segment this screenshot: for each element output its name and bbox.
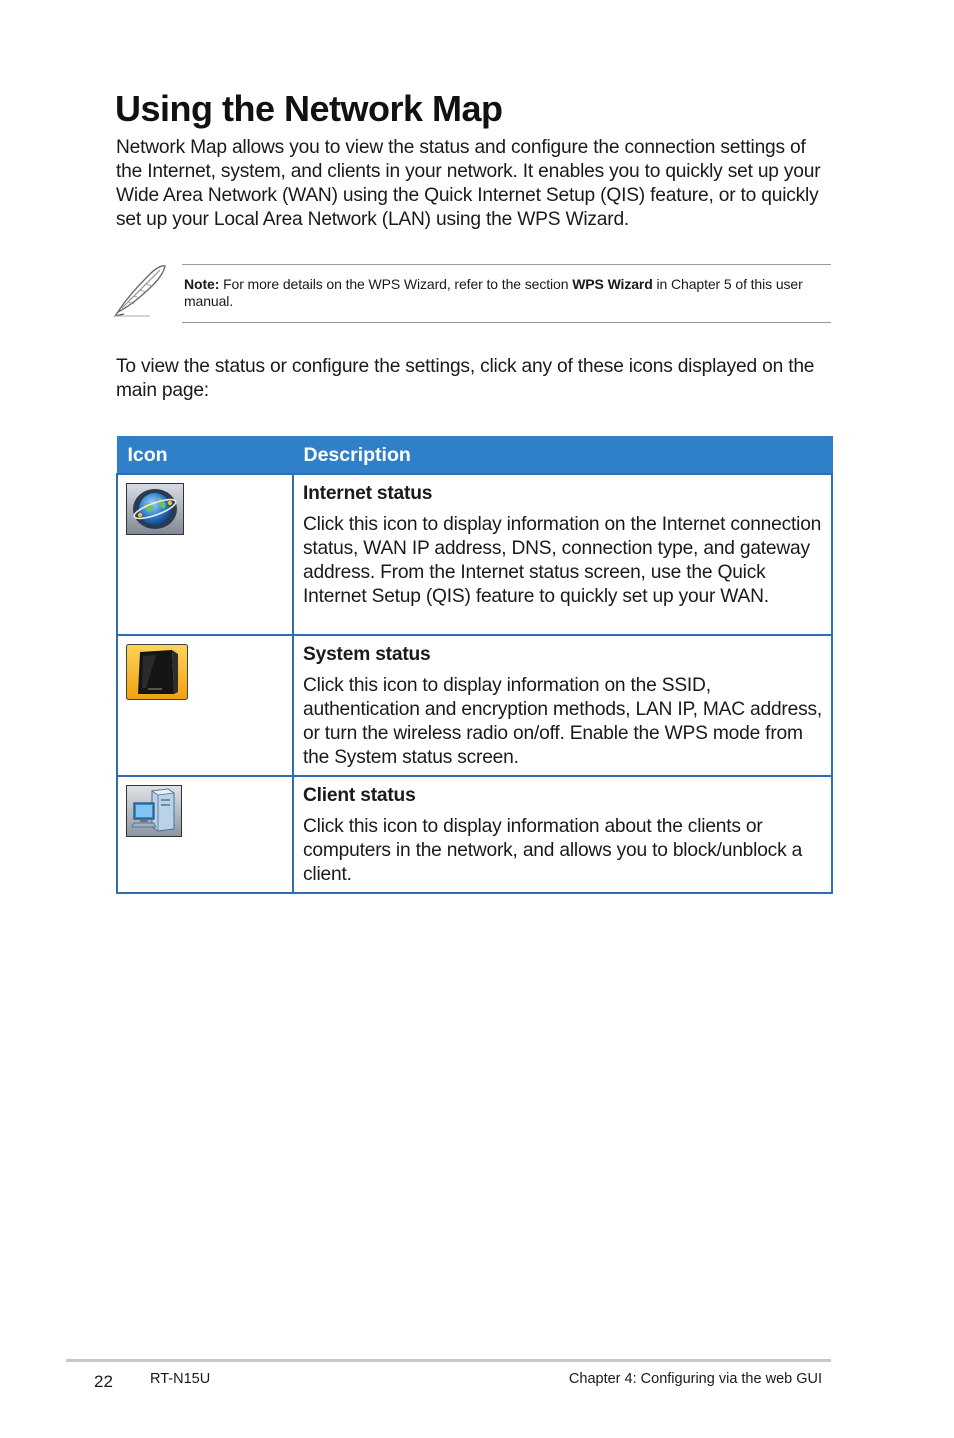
chapter-title: Chapter 4: Configuring via the web GUI xyxy=(568,1371,822,1387)
row-description: Click this icon to display information about the clients or computers in the network, and allows you to block/unblock a client. xyxy=(303,816,803,885)
icon-cell xyxy=(117,776,293,893)
internet-globe-icon[interactable] xyxy=(126,483,184,535)
row-description: Click this icon to display information on the SSID, authentication and encryption methods, LAN IP, MAC address, or turn the wireless radio on/off. Enable the WPS mode from the System status screen. xyxy=(303,675,823,768)
model-name: RT-N15U xyxy=(150,1371,211,1387)
table-row xyxy=(117,776,832,893)
footer-divider xyxy=(66,1359,831,1362)
description-cell xyxy=(293,635,832,776)
router-icon[interactable] xyxy=(126,644,188,700)
note-text-after: in Chapter 5 of this user manual. xyxy=(184,276,803,309)
table-row xyxy=(117,474,832,635)
header-icon: Icon xyxy=(117,437,293,475)
lead-paragraph: To view the status or configure the settings, click any of these icons displayed on the main page: xyxy=(116,356,815,401)
note-bold-ref: WPS Wizard xyxy=(572,276,653,292)
description-cell xyxy=(293,474,832,635)
header-description: Description xyxy=(293,437,832,475)
note-box xyxy=(110,262,832,324)
page-title: Using the Network Map xyxy=(115,88,503,129)
intro-paragraph: Network Map allows you to view the status and configure the connection settings of the Internet, system, and clients in your network. It enables you to quickly set up your Wide Area Network (WAN) using the Quick Internet Setup (QIS) feature, or to quickly set up your Local Area Network (LAN) using the WPS Wizard. xyxy=(116,137,821,230)
note-top-divider xyxy=(182,264,831,265)
note-text xyxy=(184,276,834,310)
icon-cell xyxy=(117,635,293,776)
icon-cell xyxy=(117,474,293,635)
description-cell xyxy=(293,776,832,893)
note-label: Note: xyxy=(184,276,220,292)
row-title: System status xyxy=(303,644,431,665)
row-title: Internet status xyxy=(303,483,433,504)
page-number: 22 xyxy=(94,1372,113,1391)
note-text-before: For more details on the WPS Wizard, refer to the section xyxy=(219,276,573,292)
client-computer-icon[interactable] xyxy=(126,785,182,837)
icon-table xyxy=(116,436,833,894)
row-description: Click this icon to display information on the Internet connection status, WAN IP address, DNS, connection type, and gateway address. From the Internet status screen, use the Quick Internet Setup (QIS) feature to quickly set up your WAN. xyxy=(303,514,822,607)
row-title: Client status xyxy=(303,785,416,806)
note-bottom-divider xyxy=(182,322,831,323)
pen-icon xyxy=(110,262,170,318)
table-header-row xyxy=(117,437,832,475)
table-row xyxy=(117,635,832,776)
